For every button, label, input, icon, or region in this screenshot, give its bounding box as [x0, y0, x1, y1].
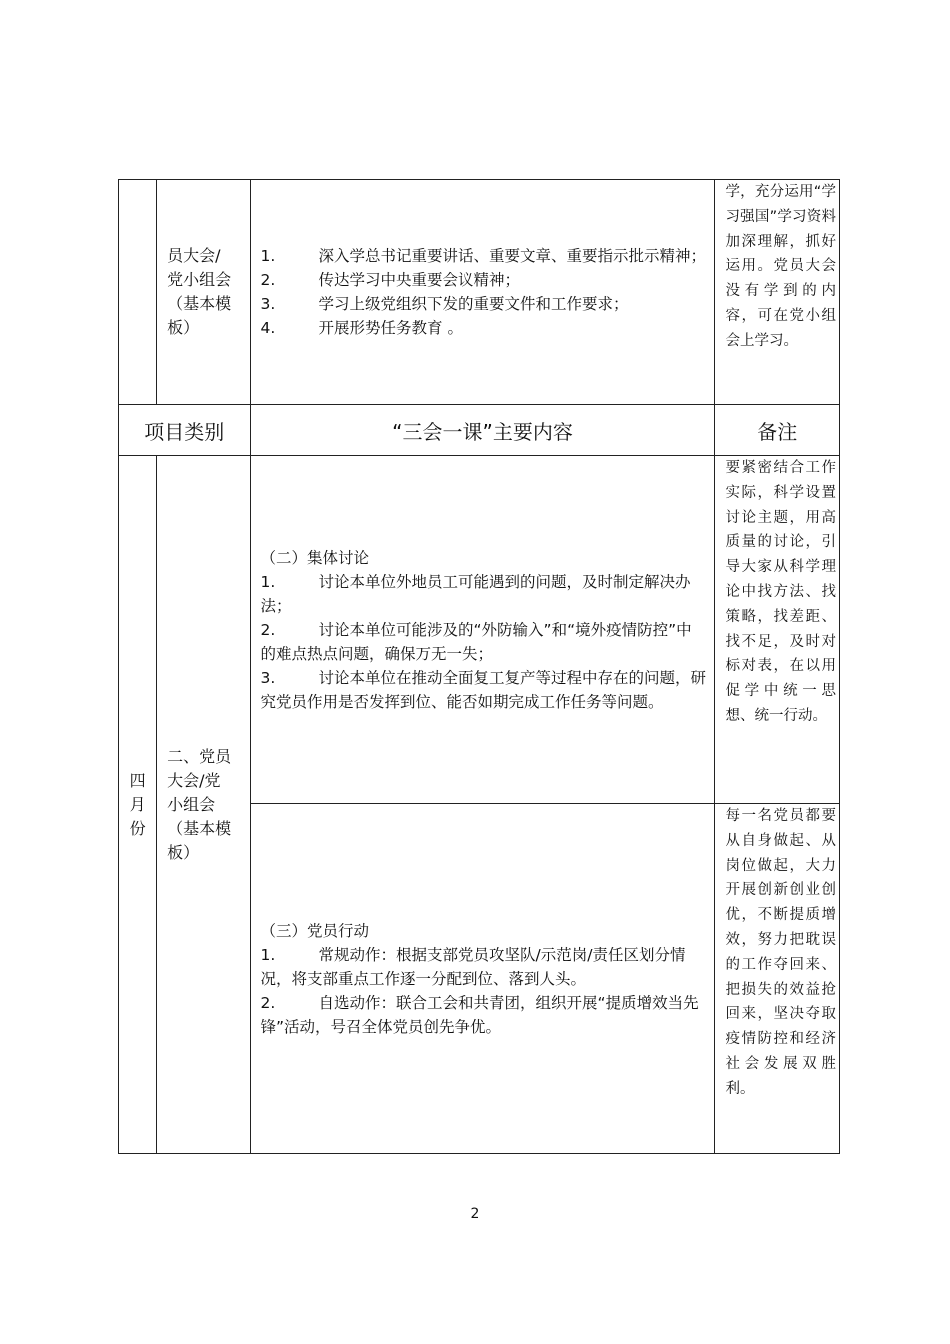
list-item: 3. 讨论本单位在推动全面复工复产等过程中存在的问题，研究党员作用是否发挥到位、能否如期完成工作任务等问题。 [260, 668, 707, 711]
table-row [119, 180, 840, 405]
note-cell-2 [715, 456, 840, 804]
header-content: “三会一课”主要内容 [250, 405, 715, 456]
list-item: 1. 深入学总书记重要讲话、重要文章、重要指示批示精神； [260, 247, 707, 265]
note-text: 学，充分运用“学习强国”学习资料加深理解，抓好运用。党员大会没有学到的内容，可在党小组会上学习。 [725, 184, 836, 349]
month-cell-empty [119, 180, 157, 405]
list-item: 2. 自选动作：联合工会和共青团，组织开展“提质增效当先锋”活动，号召全体党员创先争优。 [260, 993, 699, 1036]
header-category: 项目类别 [119, 405, 251, 456]
table-row [119, 456, 840, 804]
content-cell [250, 180, 715, 405]
list-item: 2. 讨论本单位可能涉及的“外防输入”和“境外疫情防控”中的难点热点问题，确保万无一失； [260, 620, 692, 663]
note-cell [715, 180, 840, 405]
discussion-title: （二）集体讨论 [260, 548, 370, 567]
category-text-2: 二、党员大会/党小组会（基本模板） [167, 746, 232, 862]
list-item: 2. 传达学习中央重要会议精神； [260, 271, 521, 289]
discussion-cell [250, 456, 715, 804]
note-cell-3 [715, 804, 840, 1154]
action-title: （三）党员行动 [260, 921, 370, 940]
category-cell-2 [157, 456, 250, 1154]
list-item: 4. 开展形势任务教育 。 [260, 319, 463, 337]
list-item: 1. 常规动作：根据支部党员攻坚队/示范岗/责任区划分情况，将支部重点工作逐一分配到位、落到人头。 [260, 945, 686, 988]
note-text-3: 每一名党员都要从自身做起、从岗位做起，大力开展创新创业创优，不断提质增效，努力把耽误的工作夺回来、把损失的效益抢回来，坚决夺取疫情防控和经济社会发展双胜利。 [725, 808, 836, 1097]
plan-table [118, 179, 840, 1154]
header-row [119, 405, 840, 456]
action-cell [250, 804, 715, 1154]
month-cell [119, 456, 157, 1154]
page-number: 2 [470, 1206, 480, 1222]
month-text: 四月份 [129, 770, 146, 838]
list-item: 1. 讨论本单位外地员工可能遇到的问题，及时制定解决办法； [260, 572, 691, 615]
note-text-2: 要紧密结合工作实际，科学设置讨论主题，用高质量的讨论，引导大家从科学理论中找方法、找策略，找差距、找不足，及时对标对表，在以用促学中统一思想、统一行动。 [725, 460, 836, 724]
category-text: 员大会/党小组会（基本模板） [167, 246, 232, 337]
header-note: 备注 [715, 405, 840, 456]
category-cell [157, 180, 250, 405]
list-item: 3. 学习上级党组织下发的重要文件和工作要求； [260, 295, 629, 313]
